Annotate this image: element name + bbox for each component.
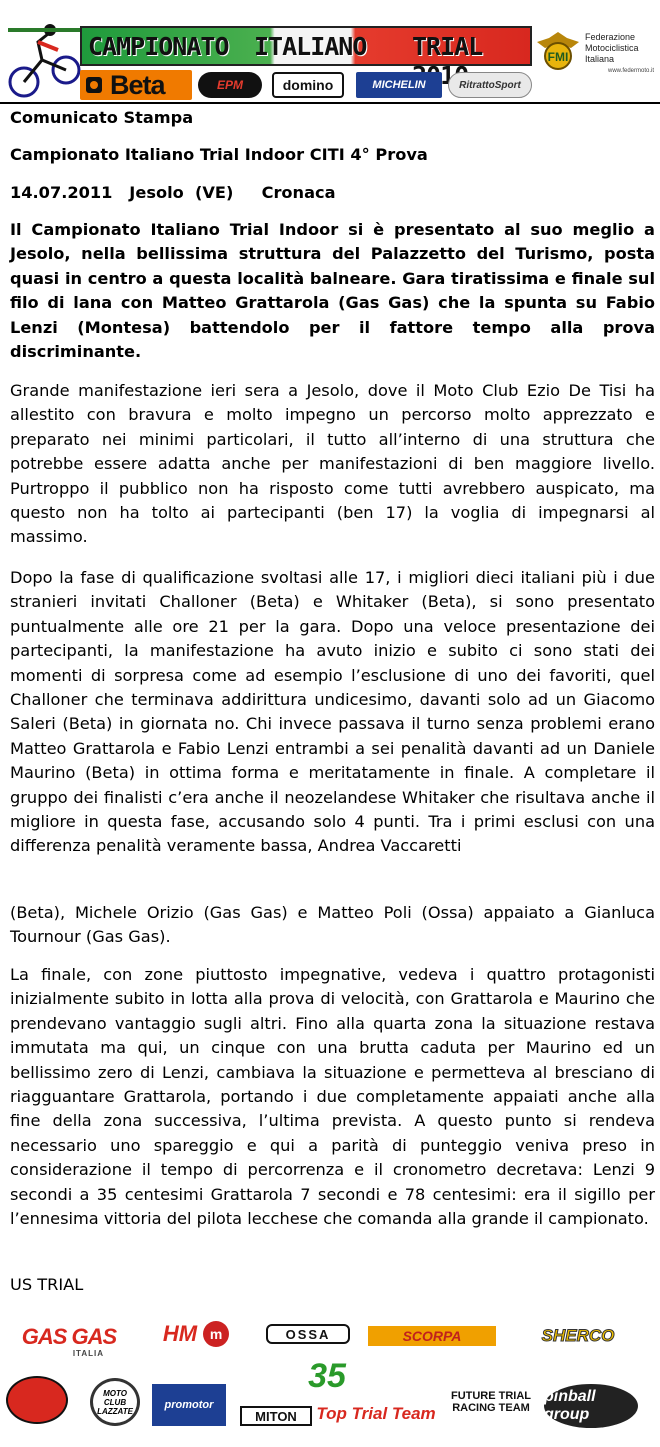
hm-logo-text: HM xyxy=(162,1321,198,1346)
signature: US TRIAL xyxy=(10,1275,84,1294)
fmi-line-3: Italiana xyxy=(585,54,615,64)
lead-paragraph: Il Campionato Italiano Trial Indoor si è presentato al suo meglio a Jesolo, nella bellissima struttura del Palazzetto del Turismo, posta quasi in centro a questa località balneare. Gara tiratissima e finale sul filo di lana con Matteo Grattarola (Gas Gas) che la spunta su Fabio Lenzi (Montesa) battendolo per il fattore tempo alla prova discriminante. xyxy=(10,220,655,362)
club-crest-logo xyxy=(6,1376,68,1424)
header-banner xyxy=(0,0,660,106)
body-paragraph-4: La finale, con zone piuttosto impegnative, vedeva i quattro protagonisti inizialmente subito in lotta alla prova di velocità, con Grattarola e Maurino che prendevano vantaggio sugli altri. Fino alla quarta zona la situazione restava immutata ma qui, un cinque con una brutta caduta per Maurino ed un bellissimo zero di Lenzi, cambiava la situazione e permetteva al bresciano di riagguantare Grattarola, portando i due completamente appaiati anche alla fine della zona successiva, l’ultima prevista. A questo punto si rendeva necessario uno spareggio e qui a parità di punteggio veniva preso in considerazione il tempo di percorrenza e il cronometro decretava: Lenzi 9 secondi a 35 centesimi Grattarola 7 secondi e 78 centesimi: era il sigillo per l’ennesima vittoria del pilota lecchese che comanda alla grande il campionato. xyxy=(10,965,655,1229)
pinball-group-logo: pinball group xyxy=(544,1384,638,1428)
beta-sponsor-logo xyxy=(80,70,192,100)
document-dateline: 14.07.2011 Jesolo (VE) Cronaca xyxy=(10,183,336,202)
banner-word-1: CAMPIONATO xyxy=(88,32,229,61)
domino-sponsor-logo: domino xyxy=(272,72,344,98)
epm-sponsor-logo: EPM xyxy=(198,72,262,98)
document-subtitle: Campionato Italiano Trial Indoor CITI 4° Prova xyxy=(10,145,428,164)
body-paragraph-3: (Beta), Michele Orizio (Gas Gas) e Matteo Poli (Ossa) appaiato a Gianluca Tournour (Gas Gas). xyxy=(10,903,655,947)
future-trial-text: FUTURE TRIAL xyxy=(450,1390,532,1402)
body-paragraph-1: Grande manifestazione ieri sera a Jesolo, dove il Moto Club Ezio De Tisi ha allestito con bravura e molto impegno un percorso molto apprezzato e preparato nei minimi particolari, il tutto all’interno di una struttura che potrebbe essere adatta anche per manifestazioni di ben maggiore livello. Purtroppo il pubblico non ha risposto come tutti avrebbero auspicato, ma questo non ha tolto ai partecipanti (ben 17) la voglia di impegnarsi al massimo. xyxy=(10,381,655,547)
gasgas-italia-text: ITALIA xyxy=(72,1349,104,1358)
miton-logo: MITON xyxy=(240,1406,312,1426)
fmi-line-1: Federazione xyxy=(585,32,636,42)
hm-logo xyxy=(146,1318,246,1350)
top-trial-team-logo: Top Trial Team xyxy=(316,1404,436,1423)
beta-mark-icon xyxy=(84,75,104,95)
scorpa-logo: SCORPA xyxy=(368,1326,496,1346)
gasgas-logo-text: GAS GAS xyxy=(21,1324,117,1349)
body-paragraph-2: Dopo la fase di qualificazione svoltasi alle 17, i migliori dieci italiani più i due stranieri invitati Challoner (Beta) e Whitaker (Beta), si sono presentato puntualmente alle ore 21 per la gara. Dopo una veloce presentazione dei partecipanti, la manifestazione ha avuto inizio e subito ci sono stati dei momenti di sorpresa come ad esempio l’esclusione di uno dei favoriti, quel Challoner che terminava addirittura undicesimo, davanti solo ad un Giacomo Saleri (Beta) in giornata no. Chi invece passava il turno senza problemi erano Matteo Grattarola e Fabio Lenzi entrambi a sei penalità davanti ad un Daniele Maurino (Beta) in ottima forma e meritatamente in finale. A completare il gruppo dei finalisti c’era anche il neozelandese Whitaker che risultava anche il migliore in questa fase, accusando solo 4 punti. Tra i primi esclusi con una differenza penalità veramente bassa, Andrea Vaccaretti xyxy=(10,568,655,856)
promotor-logo: promotor xyxy=(152,1384,226,1426)
trial-rider-icon xyxy=(8,20,82,102)
lazzate-text: LAZZATE xyxy=(97,1406,133,1416)
racing-team-text: RACING TEAM xyxy=(452,1402,530,1414)
banner-word-2: ITALIANO xyxy=(254,32,367,61)
fmi-url: www.federmoto.it xyxy=(608,68,655,74)
beta-logo-text: Beta xyxy=(110,69,165,100)
gasgas-logo xyxy=(6,1322,132,1358)
michelin-sponsor-logo: MICHELIN xyxy=(356,72,442,98)
header-divider xyxy=(0,102,660,104)
ossa-logo: OSSA xyxy=(266,1324,350,1344)
championship-banner xyxy=(80,26,532,66)
sherco-logo: SHERCO xyxy=(541,1326,615,1345)
montesa-badge: m xyxy=(203,1321,229,1347)
fmi-line-2: Motociclistica xyxy=(585,43,639,53)
fmi-logo-icon xyxy=(535,28,581,74)
document-heading: Comunicato Stampa xyxy=(10,108,194,127)
svg-text:FMI: FMI xyxy=(547,50,569,64)
future-trial-logo xyxy=(448,1378,534,1426)
35-anniversary-logo: 35 xyxy=(308,1356,346,1395)
moto-club-lazzate-logo xyxy=(90,1378,140,1426)
moto-club-text: MOTO CLUB xyxy=(103,1388,127,1407)
ritrattosport-sponsor-logo: RitrattoSport xyxy=(448,72,532,98)
fmi-label xyxy=(585,32,639,65)
banner-word-3: TRIAL xyxy=(412,32,483,61)
